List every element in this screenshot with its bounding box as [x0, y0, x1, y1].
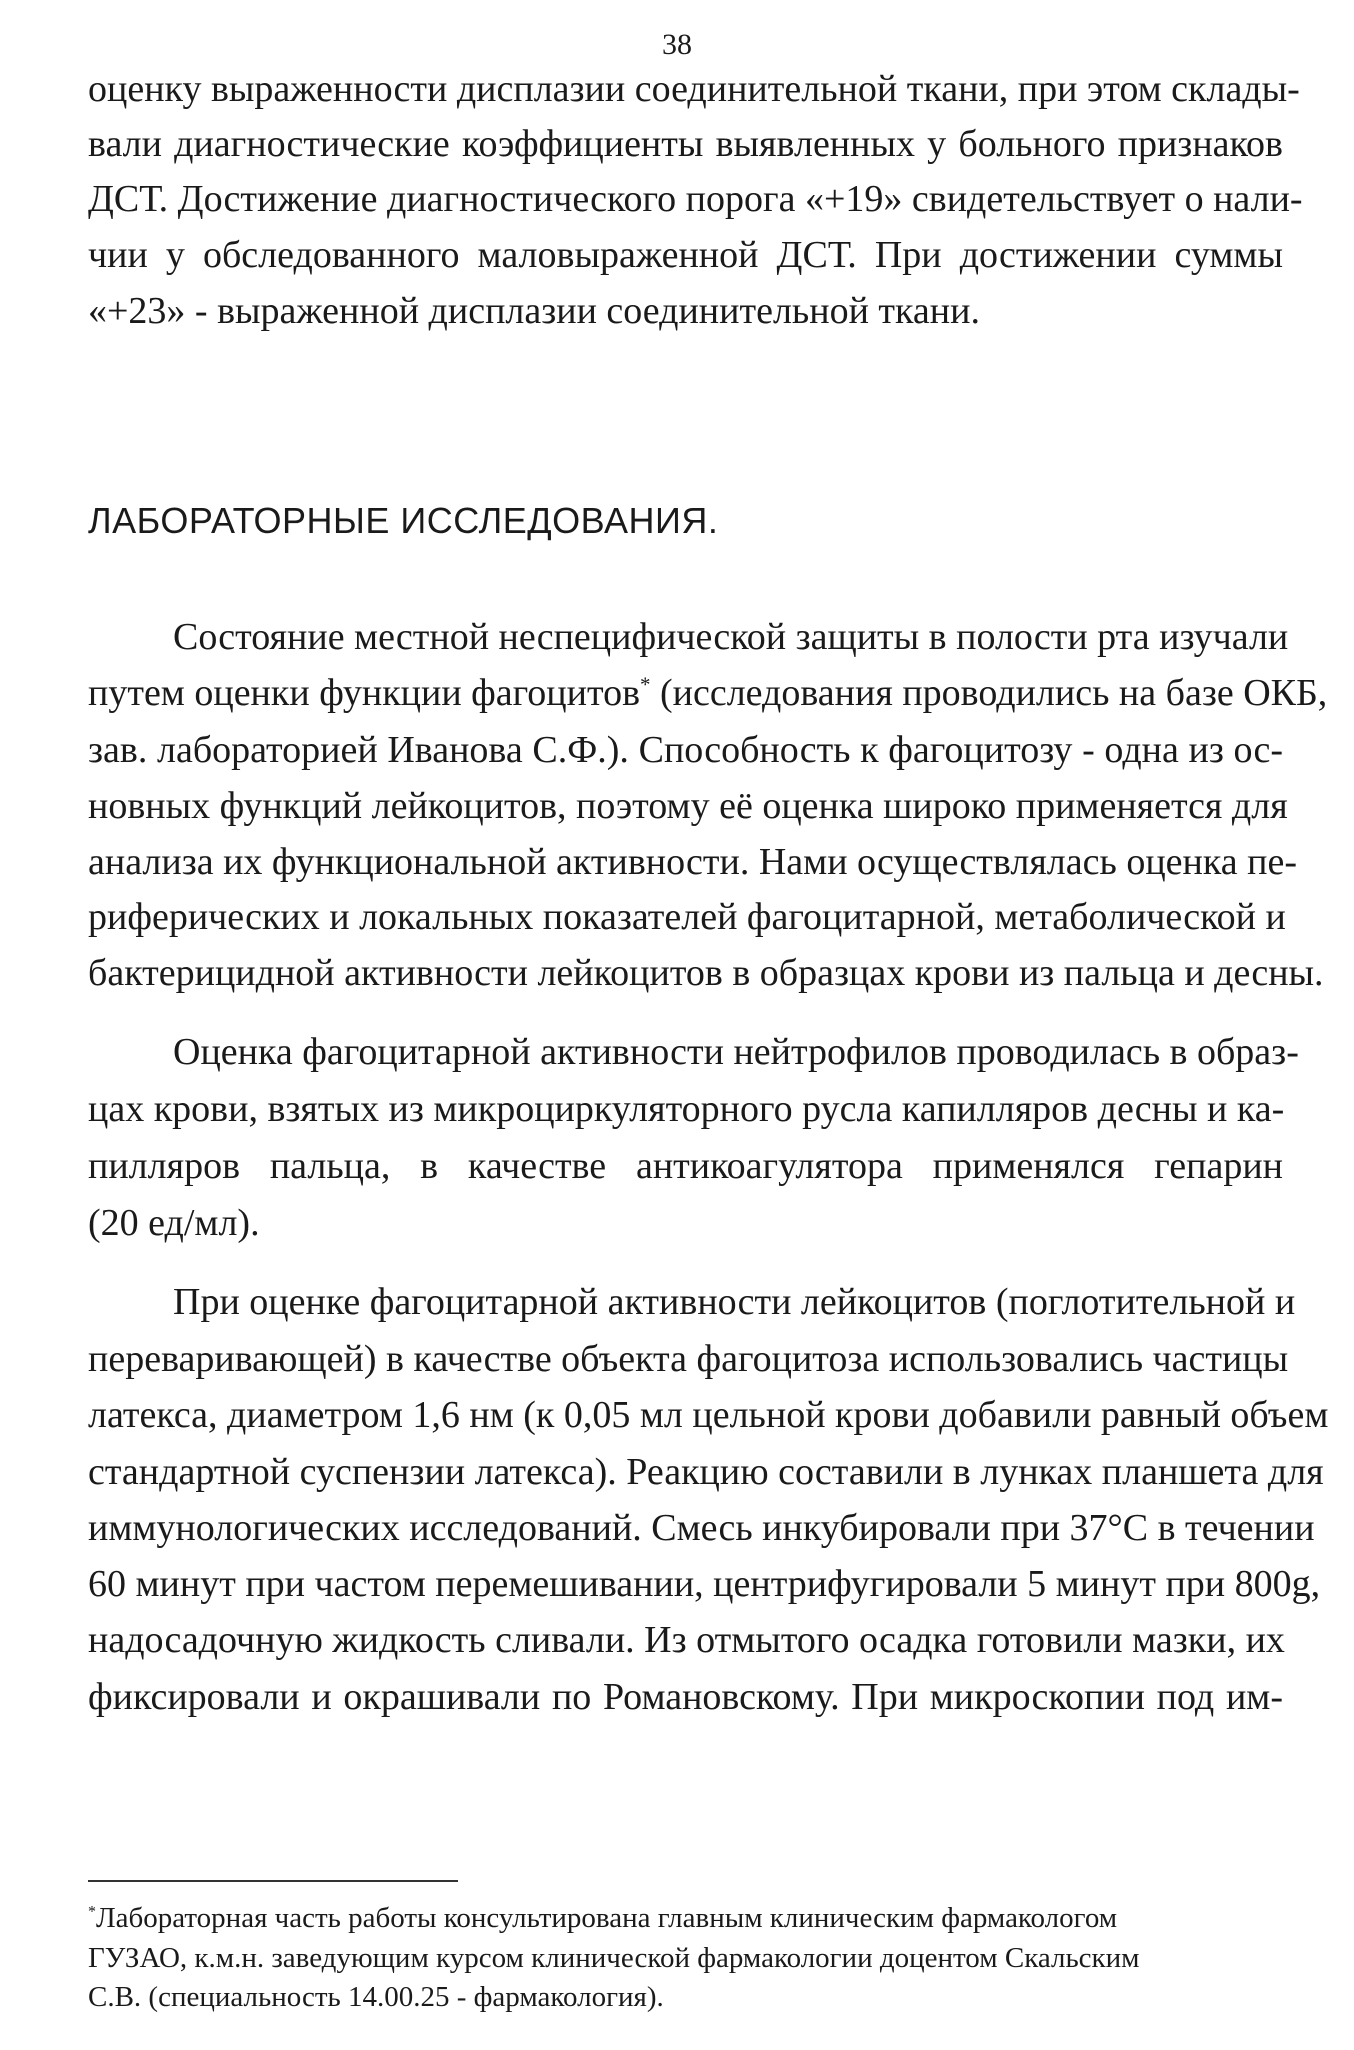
text-line: новных функций лейкоцитов, поэтому её оценка широко применяется для	[88, 785, 1288, 827]
text-line: 60 минут при частом перемешивании, центрифугировали 5 минут при 800g,	[88, 1563, 1321, 1605]
text-line: анализа их функциональной активности. Нами осуществлялась оценка пе-	[88, 841, 1297, 883]
footnote-line: ГУЗАО, к.м.н. заведующим курсом клинической фармакологии доцентом Скальским	[88, 1942, 1140, 1974]
text-line: вали диагностические коэффициенты выявленных у больного признаков	[88, 123, 1283, 165]
text-line: (20 ед/мл).	[88, 1202, 260, 1244]
footnote-line: С.В. (специальность 14.00.25 - фармакология).	[88, 1981, 664, 2013]
footnote-marker: *	[88, 1903, 96, 1921]
text-line: чии у обследованного маловыраженной ДСТ. При достижении суммы	[88, 234, 1283, 276]
text-line: оценку выраженности дисплазии соединительной ткани, при этом склады-	[88, 68, 1300, 110]
footnote-divider	[88, 1880, 458, 1882]
footnote-line	[88, 1904, 1117, 1933]
text-line: цах крови, взятых из микроциркуляторного русла капилляров десны и ка-	[88, 1088, 1285, 1130]
text-line: надосадочную жидкость сливали. Из отмытого осадка готовили мазки, их	[88, 1619, 1285, 1661]
section-heading: ЛАБОРАТОРНЫЕ ИССЛЕДОВАНИЯ.	[88, 500, 719, 541]
text-line: При оценке фагоцитарной активности лейкоцитов (поглотительной и	[173, 1281, 1296, 1323]
text-line: Оценка фагоцитарной активности нейтрофилов проводилась в образ-	[173, 1031, 1299, 1073]
page-number: 38	[662, 28, 692, 61]
text-line: иммунологических исследований. Смесь инкубировали при 37°С в течении	[88, 1507, 1315, 1549]
text-line: стандартной суспензии латекса). Реакцию составили в лунках планшета для	[88, 1451, 1324, 1493]
footnote-text: Лабораторная часть работы консультирована главным клиническим фармакологом	[95, 1902, 1118, 1934]
text-line-with-footnote	[88, 672, 1328, 714]
text-line: ДСТ. Достижение диагностического порога «+19» свидетельствует о нали-	[88, 178, 1303, 220]
text-line: пилляров пальца, в качестве антикоагулятора применялся гепарин	[88, 1145, 1283, 1187]
footnote-marker: *	[640, 672, 651, 697]
text-line: риферических и локальных показателей фагоцитарной, метаболической и	[88, 896, 1286, 938]
text-line: фиксировали и окрашивали по Романовскому. При микроскопии под им-	[88, 1676, 1283, 1718]
text-line: латекса, диаметром 1,6 нм (к 0,05 мл цельной крови добавили равный объем	[88, 1394, 1329, 1436]
text-line: Состояние местной неспецифической защиты в полости рта изучали	[173, 616, 1289, 658]
text-segment: (исследования проводились на базе ОКБ,	[659, 672, 1328, 714]
text-line: «+23» - выраженной дисплазии соединительной ткани.	[88, 290, 980, 332]
text-line: зав. лабораторией Иванова С.Ф.). Способность к фагоцитозу - одна из ос-	[88, 729, 1283, 771]
text-segment: путем оценки функции фагоцитов	[88, 672, 641, 714]
text-line: бактерицидной активности лейкоцитов в образцах крови из пальца и десны.	[88, 952, 1324, 994]
text-line: переваривающей) в качестве объекта фагоцитоза использовались частицы	[88, 1338, 1289, 1380]
